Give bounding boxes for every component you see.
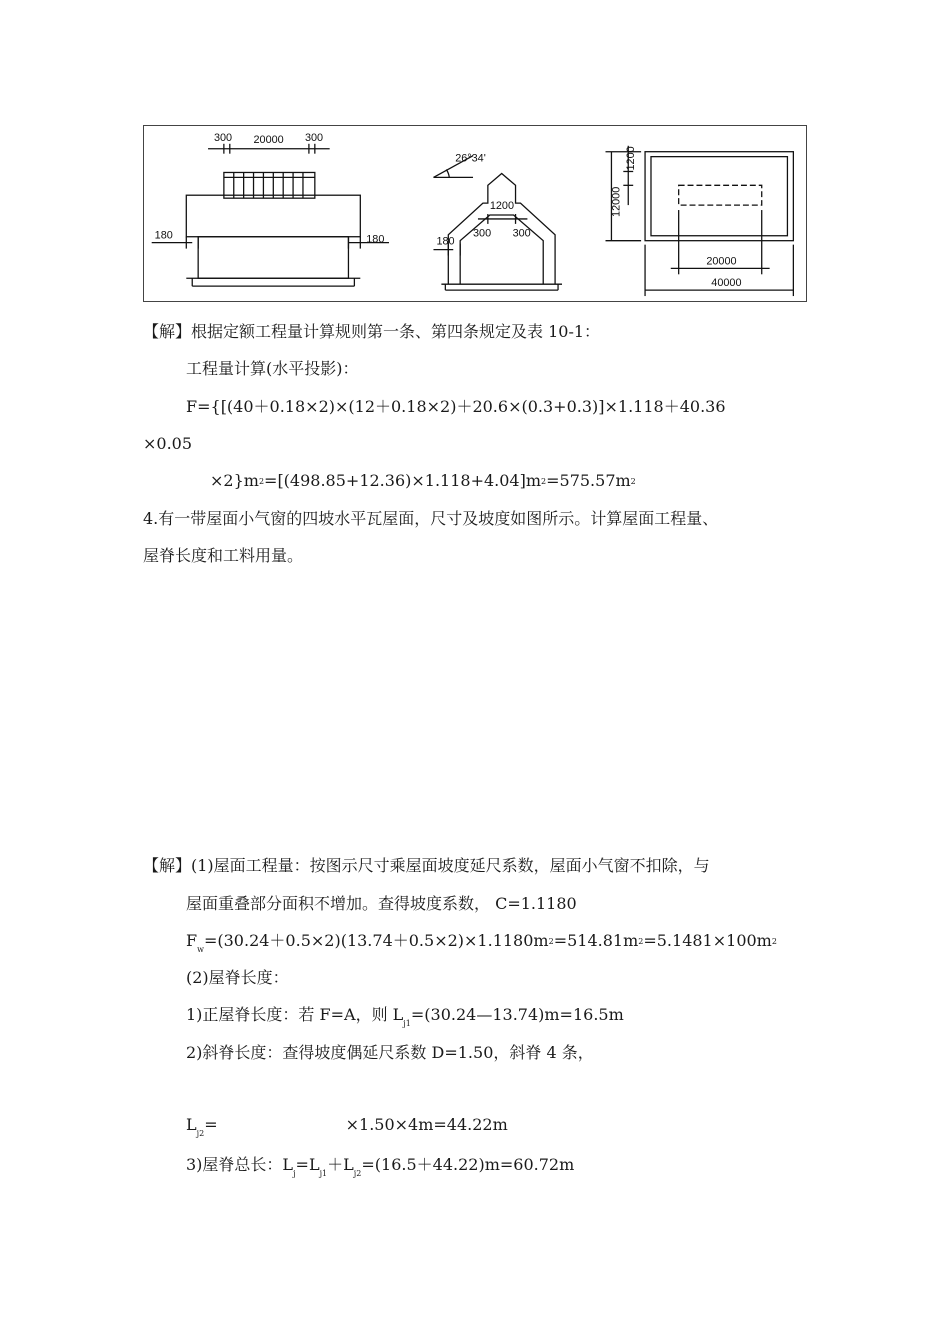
section-dim-top: 1200 xyxy=(489,200,515,213)
plan-dim-vert-outer: 12000 xyxy=(610,186,623,217)
fw-rest3: =5.1481×100m xyxy=(643,931,772,950)
ridge1-sub: j1 xyxy=(403,1019,411,1028)
lj2-rest: ×1.50×4m=44.22m xyxy=(345,1115,508,1134)
section-angle: 26°34' xyxy=(455,152,486,165)
lj2-L: L xyxy=(186,1115,197,1134)
solution1-formula-a: F={[(40＋0.18×2)×(12＋0.18×2)＋20.6×(0.3+0.3)]×1.118＋40.36 xyxy=(186,397,726,416)
plan-dim-outer: 40000 xyxy=(711,277,742,290)
elev-dim-right: 300 xyxy=(304,131,324,144)
fw-rest1: =(30.24＋0.5×2)(13.74＋0.5×2)×1.1180m xyxy=(203,931,549,950)
sup-1: 2 xyxy=(258,477,265,486)
elev-dim-left: 300 xyxy=(213,131,233,144)
plan-dim-inner: 20000 xyxy=(706,255,737,268)
ridge1-pre: 1)正屋脊长度：若 F=A，则 L xyxy=(186,1005,404,1024)
solution2-fw xyxy=(186,930,777,961)
solution1-calc-title: 工程量计算(水平投影)： xyxy=(186,359,359,378)
sup-3: 2 xyxy=(630,477,636,486)
solution1-heading: 【解】根据定额工程量计算规则第一条、第四条规定及表 10-1： xyxy=(143,322,601,341)
total-pre: 3)屋脊总长：L xyxy=(186,1155,294,1174)
ridge1-post: =(30.24—13.74)m=16.5m xyxy=(410,1005,624,1024)
lj2-eq: = xyxy=(204,1115,218,1134)
solution2-line2: 屋面重叠部分面积不增加。查得坡度系数， C=1.1180 xyxy=(186,894,577,913)
total-end: =(16.5＋44.22)m=60.72m xyxy=(361,1155,575,1174)
fw-sup3: 2 xyxy=(771,937,777,946)
elev-dim-mid: 20000 xyxy=(253,133,284,146)
problem4-line1: 4.有一带屋面小气窗的四坡水平瓦屋面，尺寸及坡度如图所示。计算屋面工程量、 xyxy=(143,509,719,528)
elev-eave-right: 180 xyxy=(366,233,385,246)
formula-c-pre: ×2}m xyxy=(210,471,259,490)
fw-sub: w xyxy=(197,945,204,954)
sup-2: 2 xyxy=(541,477,547,486)
roof-drawing-figure xyxy=(143,125,807,302)
fw-sup1: 2 xyxy=(548,937,554,946)
section-dim-left: 300 xyxy=(473,227,492,240)
section-dim-right: 300 xyxy=(512,227,531,240)
problem4-line2: 屋脊长度和工料用量。 xyxy=(143,546,304,565)
plan-dim-vert-inner: 1200 xyxy=(625,146,638,171)
fw-F: F xyxy=(186,931,198,950)
total-sub2: j1 xyxy=(319,1169,328,1178)
formula-c-mid: =[(498.85+12.36)×1.118+4.04]m xyxy=(264,471,542,490)
section-view xyxy=(433,156,562,290)
solution2-heading: 【解】(1)屋面工程量：按图示尺寸乘屋面坡度延尺系数，屋面小气窗不扣除，与 xyxy=(143,856,710,875)
roof-drawing xyxy=(144,126,806,301)
solution1-formula-b: ×0.05 xyxy=(143,434,193,453)
lj2-sub: j2 xyxy=(196,1129,205,1138)
ridge2: 2)斜脊长度：查得坡度偶延尺系数 D=1.50，斜脊 4 条， xyxy=(186,1043,594,1062)
elevation-view xyxy=(152,144,389,286)
ridge1 xyxy=(186,1004,624,1035)
total-mid2: ＋L xyxy=(327,1155,354,1174)
fw-rest2: =514.81m xyxy=(553,931,639,950)
elev-eave-left: 180 xyxy=(154,229,173,242)
fw-sup2: 2 xyxy=(638,937,644,946)
formula-c-end: =575.57m xyxy=(546,471,631,490)
solution1-formula-c xyxy=(210,470,636,493)
section-eave: 180 xyxy=(436,235,455,248)
ridge-title: (2)屋脊长度： xyxy=(186,968,289,987)
total-sub3: j2 xyxy=(353,1169,362,1178)
ridge-total xyxy=(186,1154,574,1185)
lj2-line xyxy=(186,1114,508,1145)
total-sub1: j xyxy=(293,1169,296,1178)
total-mid1: =L xyxy=(295,1155,320,1174)
